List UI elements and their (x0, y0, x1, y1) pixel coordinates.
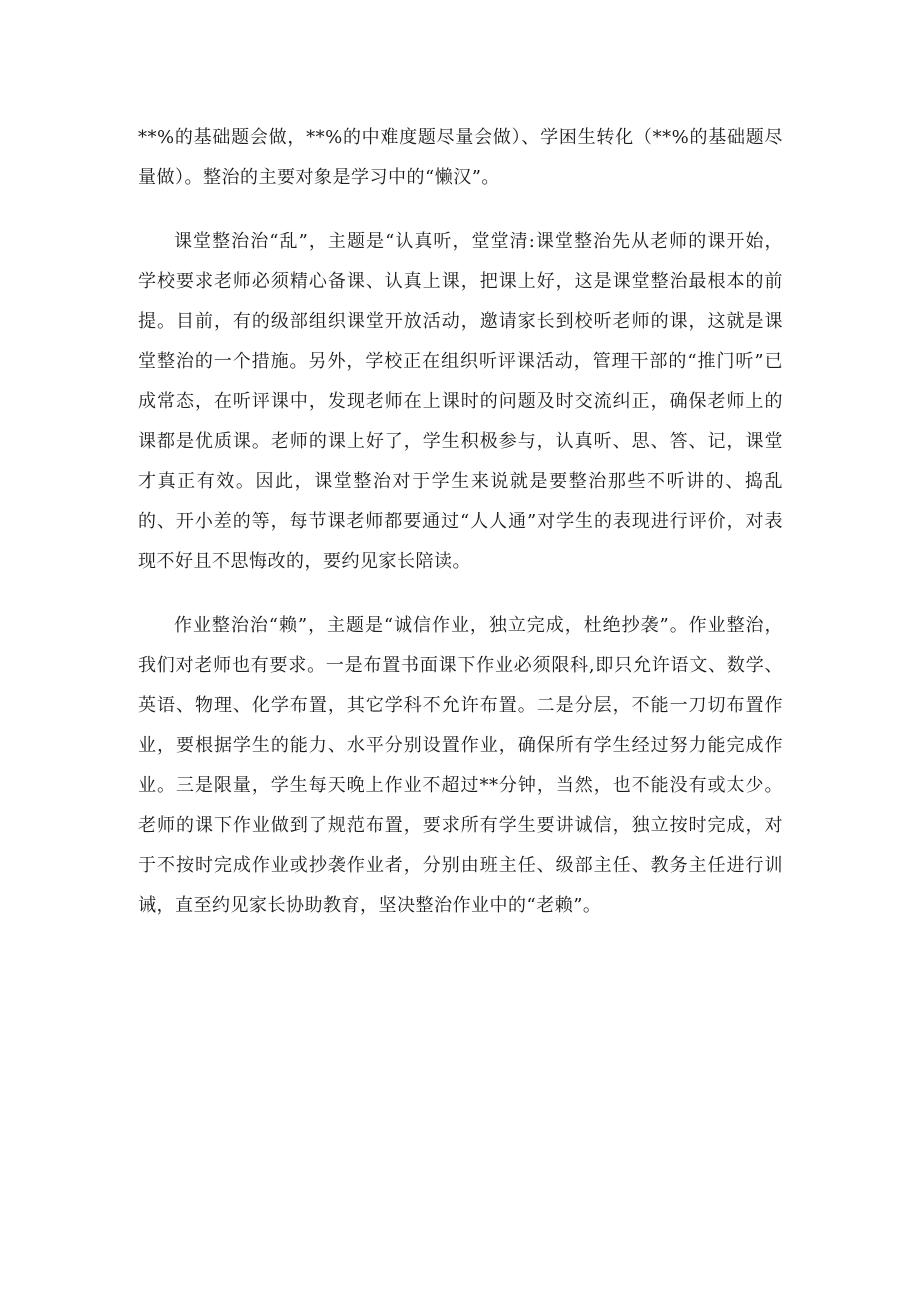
paragraph-classroom-rectification: 课堂整治治“乱”，主题是“认真听，堂堂清:课堂整治先从老师的课开始，学校要求老师必须精心备课、认真上课，把课上好，这是课堂整治最根本的前提。目前，有的级部组织课堂开放活动，邀请家长到校听老师的课，这就是课堂整治的一个措施。另外，学校正在组织听评课活动，管理干部的“推门听”已成常态，在听评课中，发现老师在上课时的问题及时交流纠正，确保老师上的课都是优质课。老师的课上好了，学生积极参与，认真听、思、答、记，课堂才真正有效。因此，课堂整治对于学生来说就是要整治那些不听讲的、捣乱的、开小差的等，每节课老师都要通过“人人通”对学生的表现进行评价，对表现不好且不思悔改的，要约见家长陪读。 (138, 231, 783, 572)
document-page (138, 118, 783, 950)
paragraph-homework-rectification: 作业整治治“赖”，主题是“诚信作业，独立完成，杜绝抄袭”。作业整治，我们对老师也有要求。一是布置书面课下作业必须限科,即只允许语文、数学、英语、物理、化学布置，其它学科不允许布置。二是分层，不能一刀切布置作业，要根据学生的能力、水平分别设置作业，确保所有学生经过努力能完成作业。三是限量，学生每天晚上作业不超过**分钟，当然，也不能没有或太少。老师的课下作业做到了规范布置，要求所有学生要讲诚信，独立按时完成，对于不按时完成作业或抄袭作业者，分别由班主任、级部主任、教务主任进行训诫，直至约见家长协助教育，坚决整治作业中的“老赖”。 (138, 615, 783, 916)
paragraph-continuation: **%的基础题会做，**%的中难度题尽量会做）、学困生转化（**%的基础题尽量做）。整治的主要对象是学习中的“懒汉”。 (138, 127, 783, 188)
